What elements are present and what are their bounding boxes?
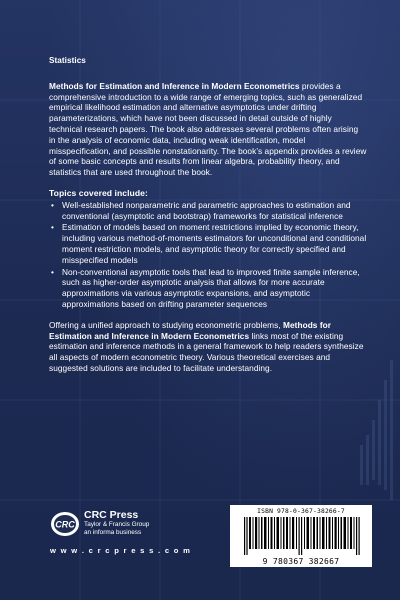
topics-heading: Topics covered include: xyxy=(49,187,148,198)
bullet-icon: • xyxy=(51,199,54,210)
publisher-text xyxy=(84,509,149,537)
publisher-group: Taylor & Francis Group xyxy=(84,521,150,528)
barcode-bars xyxy=(244,517,364,555)
description-block xyxy=(49,56,367,384)
list-item xyxy=(49,267,367,310)
category-label: Statistics xyxy=(49,56,86,65)
publisher-business: an informa business xyxy=(84,529,142,536)
topic-text: Estimation of models based on moment restrictions implied by economic theory, including various method-of-moments estimators for unconditional and conditional moment restriction models, and asymptotic theory for correctly specified and misspecified models xyxy=(62,222,367,265)
isbn-barcode xyxy=(230,505,372,567)
intro-book-title: Methods for Estimation and Inference in Modern Econometrics xyxy=(49,80,300,91)
crc-logo-icon xyxy=(50,509,80,539)
intro-text: provides a comprehensive introduction to a wide range of emerging topics, such as generalized empirical likelihood estimation and alternative asymptotics under drifting parameterizations, which have not been discussed in detail outside of highly technical research papers. The book also addresses several problems often arising in the analysis of economic data, including weak identification, model misspecification, and possible nonstationarity. The book’s appendix provides a review of some basic concepts and results from linear algebra, probability theory, and statistics that are used throughout the book. xyxy=(49,80,367,178)
isbn-text: ISBN 978-0-367-38266-7 xyxy=(257,508,345,515)
list-item xyxy=(49,200,367,222)
bullet-icon: • xyxy=(51,266,54,277)
topic-text: Well-established nonparametric and parametric approaches to estimation and conventional (asymptotic and bootstrap) frameworks for statistical inference xyxy=(62,199,351,221)
barcode-digits: 9 780367 382667 xyxy=(262,557,340,566)
topic-text: Non-conventional asymptotic tools that lead to improved finite sample inference, such as higher-order asymptotic analysis that allows for more accurate approximations via various asymptotic expansions, and asymptotic approximations based on drifting parameter sequences xyxy=(62,266,360,309)
closing-text-after: links most of the existing estimation and inference methods in a general framework to help readers synthesize all aspects of modern econometric theory. Various theoretical exercises and suggested solutions are included to facilitate understanding. xyxy=(49,330,364,373)
intro-paragraph xyxy=(49,81,367,178)
publisher-logo xyxy=(50,509,210,559)
closing-book-title: Methods for Estimation and Inference in Modern Econometrics xyxy=(49,319,332,341)
publisher-url: w w w . c r c p r e s s . c o m xyxy=(50,546,192,555)
publisher-name: CRC Press xyxy=(84,509,139,521)
bullet-icon: • xyxy=(51,222,54,233)
closing-text-before: Offering a unified approach to studying econometric problems, xyxy=(49,319,284,330)
topics-list xyxy=(49,200,367,310)
closing-paragraph xyxy=(49,320,367,374)
list-item xyxy=(49,222,367,265)
logo-mark-text: CRC xyxy=(55,519,75,530)
